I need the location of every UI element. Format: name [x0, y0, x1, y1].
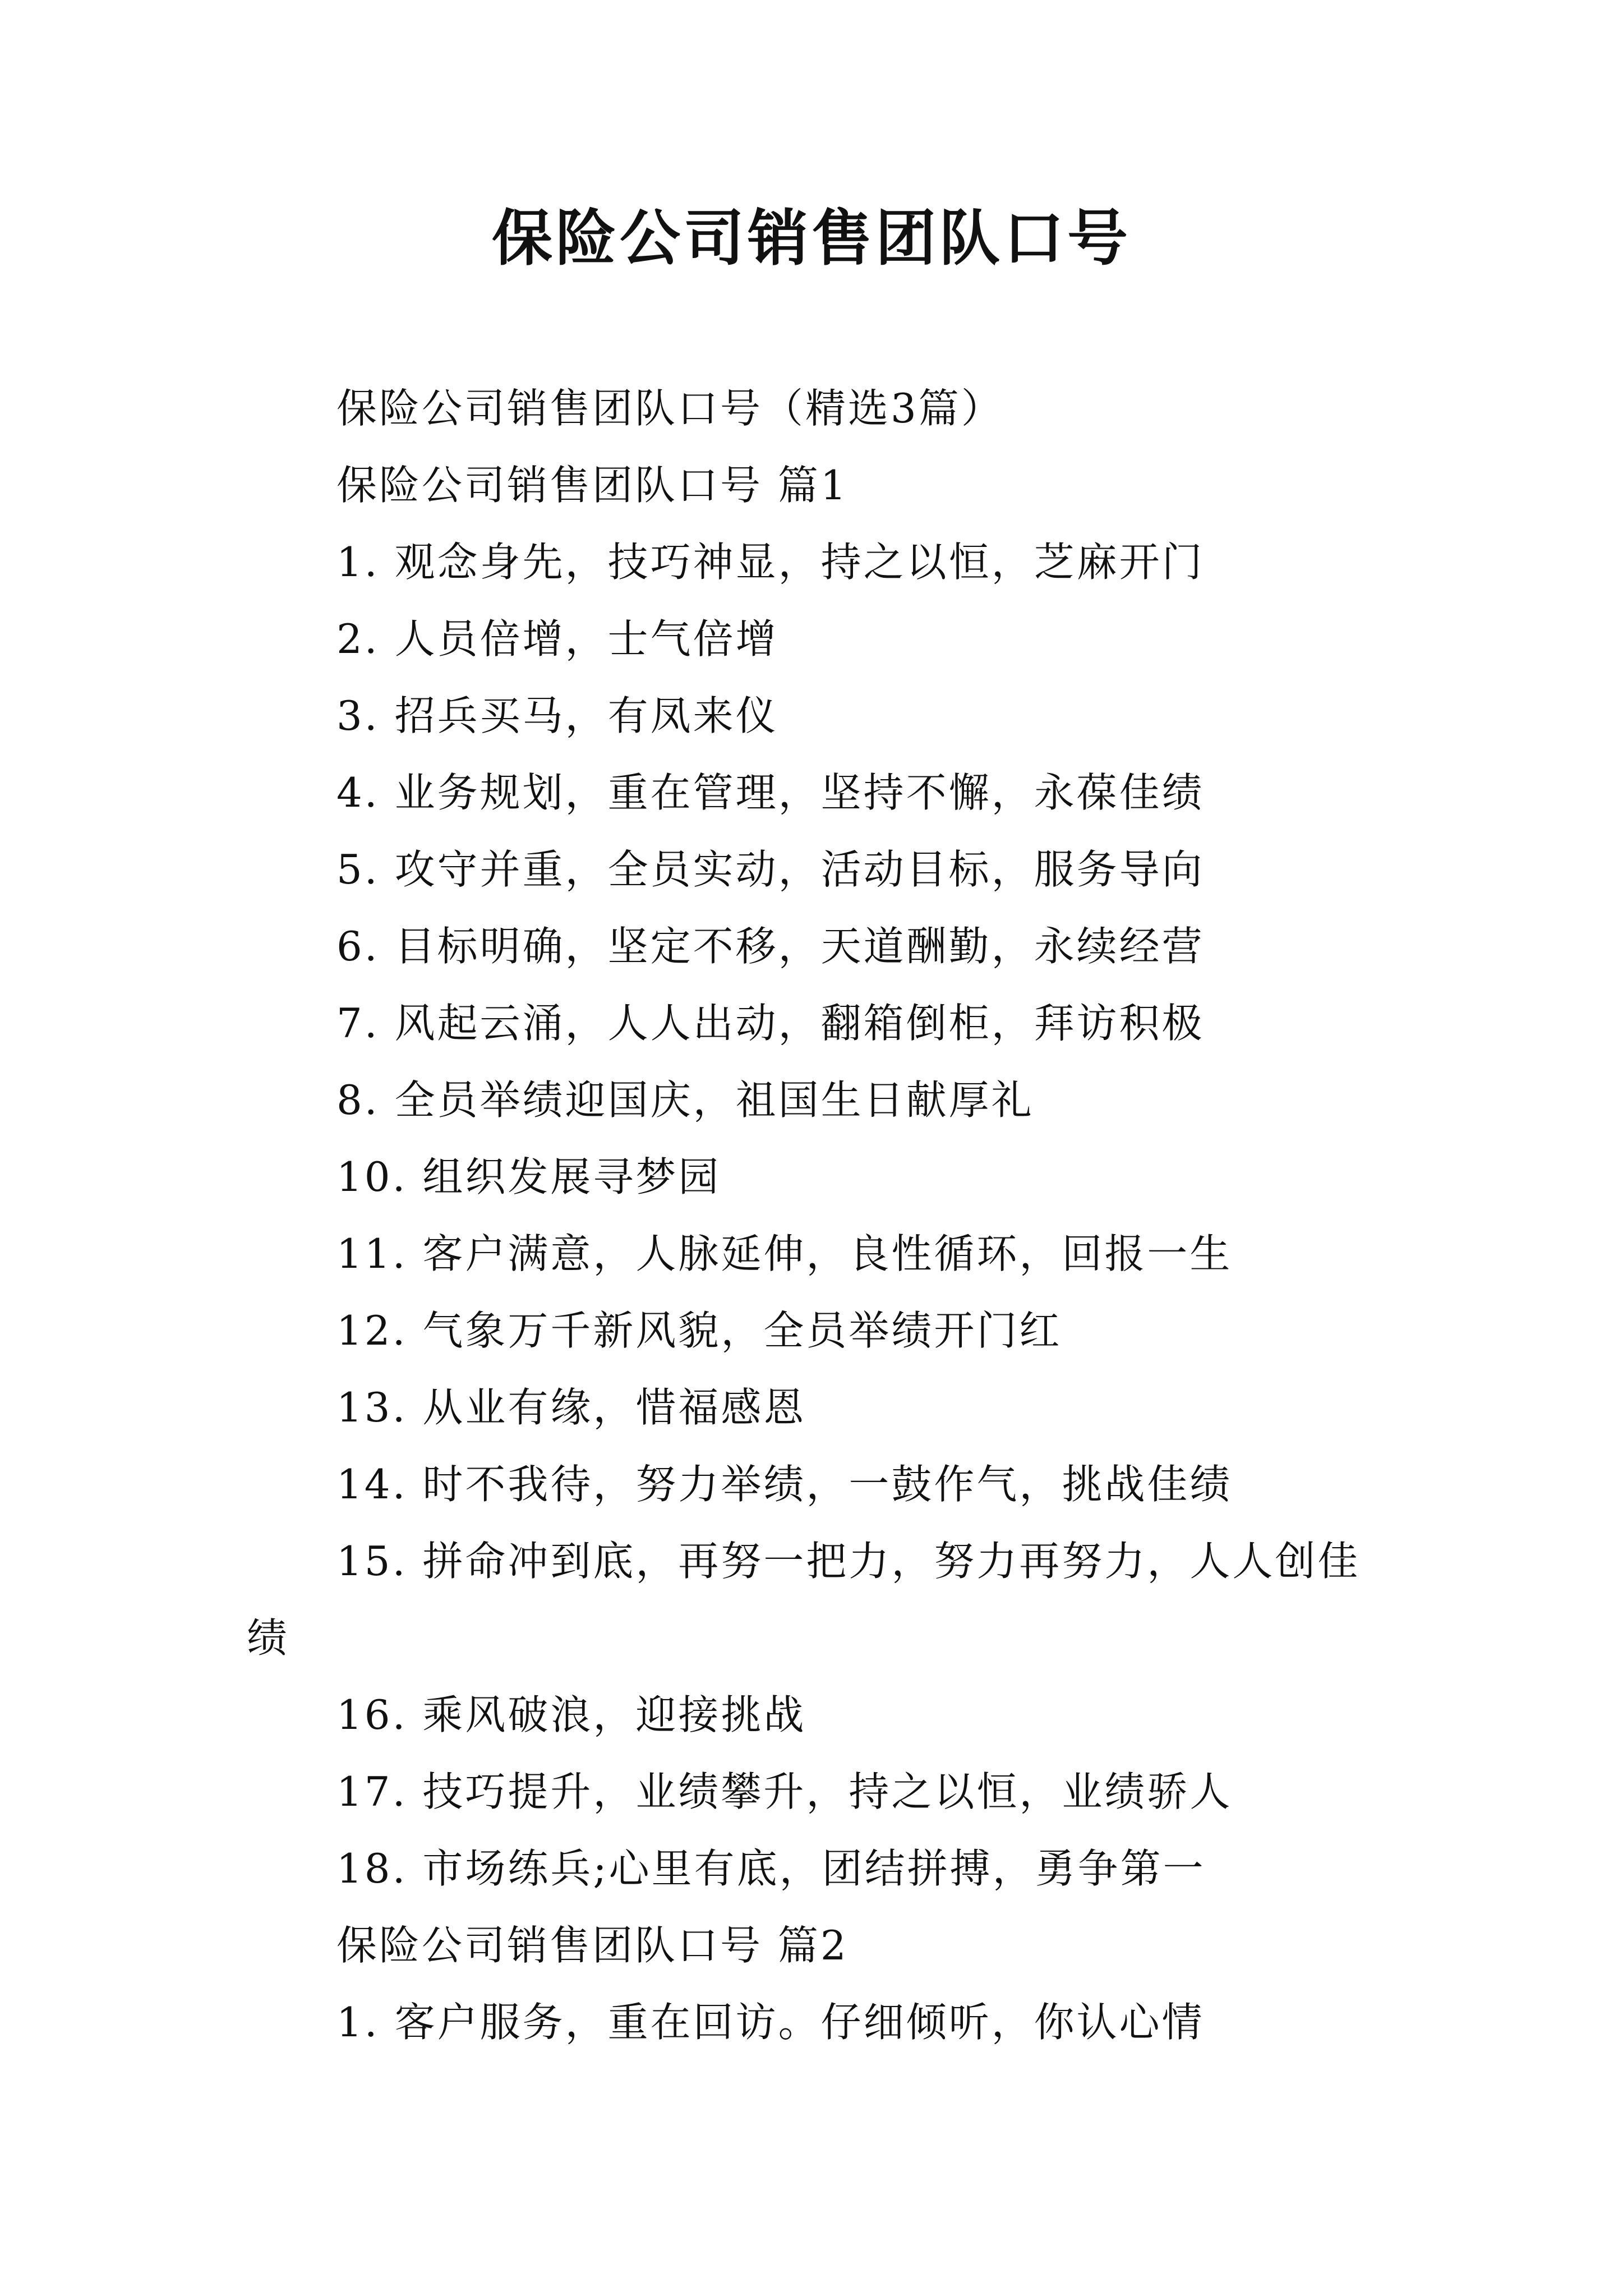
document-body: [247, 370, 1391, 2061]
slogan-item: 3. 招兵买马，有凤来仪: [336, 692, 778, 739]
slogan-item: 13. 从业有缘，惜福感恩: [336, 1384, 806, 1431]
slogan-item: 1. 客户服务，重在回访。仔细倾听，你认心情: [336, 1999, 1205, 2046]
doc-line-subtitle: 保险公司销售团队口号（精选3篇）: [336, 385, 1004, 432]
slogan-item: 16. 乘风破浪，迎接挑战: [336, 1691, 806, 1738]
slogan-item: 10. 组织发展寻梦园: [336, 1153, 721, 1200]
slogan-item: 2. 人员倍增，士气倍增: [336, 615, 778, 662]
slogan-item: 1. 观念身先，技巧神显，持之以恒，芝麻开门: [336, 539, 1205, 586]
slogan-item: 4. 业务规划，重在管理，坚持不懈，永葆佳绩: [336, 769, 1205, 816]
section-heading-1: 保险公司销售团队口号 篇1: [336, 462, 849, 509]
document-title: 保险公司销售团队口号: [491, 203, 1131, 274]
slogan-item: 14. 时不我待，努力举绩，一鼓作气，挑战佳绩: [336, 1461, 1233, 1508]
section-heading-2: 保险公司销售团队口号 篇2: [336, 1922, 849, 1969]
slogan-item: 7. 风起云涌，人人出动，翻箱倒柜，拜访积极: [336, 1000, 1205, 1047]
slogan-item: 12. 气象万千新风貌，全员举绩开门红: [336, 1307, 1062, 1354]
slogan-item: 11. 客户满意，人脉延伸，良性循环，回报一生: [336, 1230, 1233, 1277]
slogan-item: 5. 攻守并重，全员实动，活动目标，服务导向: [336, 846, 1205, 893]
slogan-item: 8. 全员举绩迎国庆，祖国生日献厚礼: [336, 1076, 1034, 1124]
slogan-item: 18. 市场练兵;心里有底，团结拼搏，勇争第一: [336, 1845, 1206, 1892]
slogan-item: 6. 目标明确，坚定不移，天道酬勤，永续经营: [336, 923, 1205, 970]
slogan-item: 15. 拼命冲到底，再努一把力，努力再努力，人人创佳绩: [247, 1538, 1361, 1662]
slogan-item: 17. 技巧提升，业绩攀升，持之以恒，业绩骄人: [336, 1768, 1233, 1815]
